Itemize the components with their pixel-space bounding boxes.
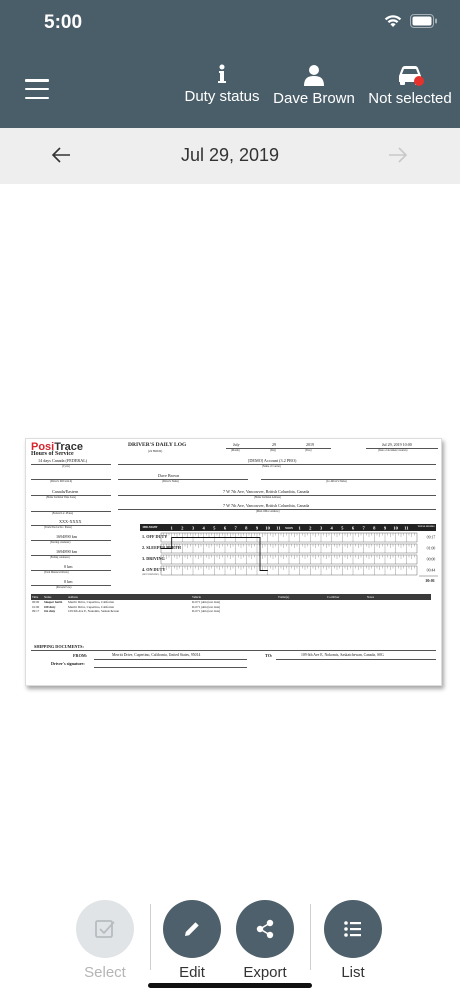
- grid-hour-label: 10: [393, 525, 398, 531]
- events-column-header: Time: [32, 595, 39, 599]
- vehicle-alert-dot: [414, 76, 424, 86]
- grid-hour-label: 7: [362, 525, 365, 531]
- events-cell: Merritt Drive, Cupertino, California: [68, 604, 114, 609]
- vehicle-label: Not selected: [368, 90, 452, 107]
- grid-total-label: TOTAL HOURS: [417, 525, 435, 528]
- current-date: Jul 29, 2019: [180, 145, 280, 165]
- toolbar-divider: [310, 904, 311, 970]
- list-icon: [342, 919, 364, 939]
- duty-status-label: Duty status: [184, 88, 260, 105]
- events-body: [31, 600, 431, 614]
- events-cell: 109 6th Ave E, Nokomis, Saskatchewan: [68, 609, 120, 614]
- duty-row-total: 09:17: [426, 535, 436, 540]
- terminal-value: 7 W 7th Ave, Vancouver, British Columbia, Canada: [223, 489, 310, 494]
- grid-hour-label: 11: [276, 525, 281, 531]
- from-label: FROM:: [73, 653, 88, 658]
- events-cell: 01:00: [32, 604, 40, 609]
- grid-hour-label: 5: [341, 525, 344, 531]
- person-icon: [304, 64, 324, 86]
- distance-value: 0 km: [64, 564, 73, 569]
- log-month: July: [233, 442, 240, 447]
- driver-name-value: Dave Brown: [158, 473, 180, 478]
- personal-use-value: 0 km: [64, 579, 73, 584]
- events-column-header: Co-Driver: [327, 595, 340, 599]
- log-day: 29: [272, 442, 276, 447]
- duty-row-total: 00:44: [426, 568, 436, 573]
- menu-icon[interactable]: [25, 79, 49, 99]
- grid-hour-label: 6: [223, 525, 227, 531]
- grid-hour-label: 3: [191, 525, 195, 531]
- duty-row-label: 1. OFF DUTY: [142, 534, 168, 539]
- duty-row-label: 2. SLEEPER BERTH: [142, 545, 181, 550]
- events-cell: Off duty: [44, 604, 56, 609]
- grid-hour-label: 2: [309, 525, 312, 531]
- duty-status-trace: [161, 538, 268, 571]
- plate-value: XXX-XXXX: [59, 519, 82, 524]
- status-time: 5:00: [44, 12, 83, 33]
- vehicle-button[interactable]: [366, 64, 454, 107]
- duty-hours-grid: [26, 523, 442, 593]
- events-column-header: Trailer(s): [278, 595, 290, 599]
- log-title-sub: (24 HOUR): [148, 449, 163, 453]
- duty-row-total: 01:00: [426, 546, 436, 551]
- select-button[interactable]: [76, 900, 134, 958]
- grid-hour-label: 9: [255, 525, 259, 531]
- events-cell: Sleeper berth: [44, 600, 63, 604]
- wifi-icon: [384, 14, 402, 28]
- from-value: Merritt Drive, Cupertino, California, United States, 95014: [112, 653, 201, 657]
- brand-logo: PosiTrace: [31, 441, 83, 453]
- grid-hour-label: 11: [404, 525, 409, 531]
- grid-hour-label: 8: [373, 525, 376, 531]
- grid-hour-label: 4: [330, 525, 333, 531]
- grid-hour-label: 3: [319, 525, 323, 531]
- grid-hour-label: 4: [202, 525, 205, 531]
- grid-hour-label: 6: [351, 525, 355, 531]
- events-column-header: Notes: [367, 595, 374, 599]
- generated-date: Jul 29, 2019 10:00: [382, 442, 412, 447]
- brand-subtitle: Hours of Service: [31, 451, 74, 457]
- toolbar-divider: [150, 904, 151, 970]
- events-cell: D-071 john (test data): [192, 600, 221, 604]
- grid-hour-label: 1: [170, 525, 173, 531]
- edit-label: Edit: [179, 964, 205, 981]
- duty-row-total: 00:00: [426, 557, 436, 562]
- duty-row-label: 4. ON DUTY: [142, 567, 166, 572]
- duty-row-label: 3. DRIVING: [142, 556, 165, 561]
- log-year: 2019: [306, 442, 314, 447]
- battery-icon: [410, 14, 438, 28]
- date-navigation: [0, 128, 460, 184]
- events-cell: 09:17: [32, 609, 40, 614]
- grid-hour-label: 1: [298, 525, 301, 531]
- driver-button[interactable]: [271, 64, 357, 107]
- duty-row-sublabel: (NOT DRIVING): [142, 573, 160, 576]
- log-title: DRIVER'S DAILY LOG: [128, 442, 187, 448]
- grid-hour-label: 8: [245, 525, 248, 531]
- events-cell: On duty: [44, 609, 56, 614]
- carrier-value: [DEMO] Account (3.2 PRO): [248, 458, 297, 463]
- events-cell: Merritt Drive, Cupertino, California: [68, 600, 114, 604]
- office-value: 7 W 7th Ave, Vancouver, British Columbia, Canada: [223, 503, 310, 508]
- checkbox-icon: [94, 918, 116, 940]
- driver-name-label: Dave Brown: [273, 90, 355, 107]
- to-value: 109 6th Ave E, Nokomis, Saskatchewan, Canada, S0G: [301, 653, 384, 657]
- events-cell: 00:00: [32, 600, 40, 604]
- grid-midnight-label: MID-NIGHT: [142, 526, 158, 529]
- events-row: [31, 609, 431, 614]
- edit-button[interactable]: [163, 900, 221, 958]
- grid-hour-label: 2: [181, 525, 184, 531]
- bottom-toolbar: [0, 900, 460, 996]
- grid-hour-label: 5: [213, 525, 216, 531]
- events-column-header: Address: [68, 595, 78, 599]
- grid-noon-label: NOON: [285, 527, 293, 530]
- status-icons: [384, 14, 438, 28]
- share-icon: [254, 918, 276, 940]
- grid-hour-label: 10: [265, 525, 270, 531]
- to-label: TO:: [265, 653, 273, 658]
- info-icon: [217, 64, 227, 84]
- duty-status-button[interactable]: [181, 64, 263, 105]
- timezone-value: Canada/Eastern: [52, 489, 79, 494]
- export-label: Export: [243, 964, 287, 981]
- cycle-value: 14 days Canada (FEDERAL): [38, 458, 88, 463]
- events-cell: D-071 john (test data): [192, 604, 221, 609]
- list-button[interactable]: [324, 900, 382, 958]
- grid-hour-label: 9: [383, 525, 387, 531]
- events-cell: D-071 john (test data): [192, 609, 221, 614]
- events-column-header: Vehicle: [192, 595, 201, 599]
- grand-total: 10:01: [425, 578, 435, 583]
- car-icon: [395, 64, 425, 86]
- list-label: List: [341, 964, 365, 981]
- select-label: Select: [84, 964, 126, 981]
- home-indicator: [148, 983, 312, 988]
- grid-hour-label: 7: [234, 525, 237, 531]
- shipping-label: SHIPPING DOCUMENTS:: [34, 644, 84, 649]
- arrow-right-icon[interactable]: [388, 145, 408, 165]
- start-odometer-value: 1694890 km: [56, 534, 78, 539]
- events-table: [31, 594, 431, 614]
- daily-log-document[interactable]: PosiTrace Hours of Service DRIVER'S DAILY LOG (24 HOUR) July 29 2019 (Month) (Day) (Year) Jul 29, 2019 10:00 (Date of document creation) 14 days Canada (FEDERAL) (Cycle) [DEMO] Account (3.2 PRO) (Name of Carrier) (Driver's ID/Cards #) Dave Brown (Driver's Name) (Co-Driver's Name) Canada/Eastern (Home Terminal Time Zone) 7 W 7th Ave, Vancouver, British Columbia, Canada (Home Terminal Address) (Federal Lic. Plates) 7 W 7th Ave, Vancouver, British Columbia, Canada (Main Office Address) XXX-XXXX (Truck/Tractor/Lic. Plates) 1694890 km (Starting odometer) 1694890 km (Ending odometer) 0 km (Total Distance Driven) 0 km (Personal Use) MID-NIGHT 1 2 3 4 5 6 7 8 9 10 11 NOON 1 2 3 4 5 6 7 8 9 10 11 TOTAL HOURS 1. OFF DUTY 09:17 2. SLEEPER BERTH 01:00 3. DRIVING 00:00 4. ON DUTY (NOT DRIVING) 00:44 10:01 Time Status Address Vehicle Trailer(s) Co-Driver Notes 00:00 Sleeper berth Merritt Drive, Cupertino, California D-071 john (test data) 01:00 Off duty Merritt Drive, Cupertino, California D-071 john (test data) 09:17 On duty 109 6th Ave E, Nokomis, Saskatchewan D-071 john (test data) SHIPPING DOCUMENTS: FROM: Merritt Drive, Cupertino, California, United States, 95014 TO: 109 6th Ave E, Nokomis, Saskatchewan, Canada, S0G Driver's signature:: [25, 438, 442, 686]
- pencil-icon: [182, 919, 202, 939]
- events-column-header: Status: [44, 595, 52, 599]
- end-odometer-value: 1694890 km: [56, 549, 78, 554]
- top-bar: [0, 0, 460, 128]
- signature-label: Driver's signature:: [51, 661, 85, 666]
- export-button[interactable]: [236, 900, 294, 958]
